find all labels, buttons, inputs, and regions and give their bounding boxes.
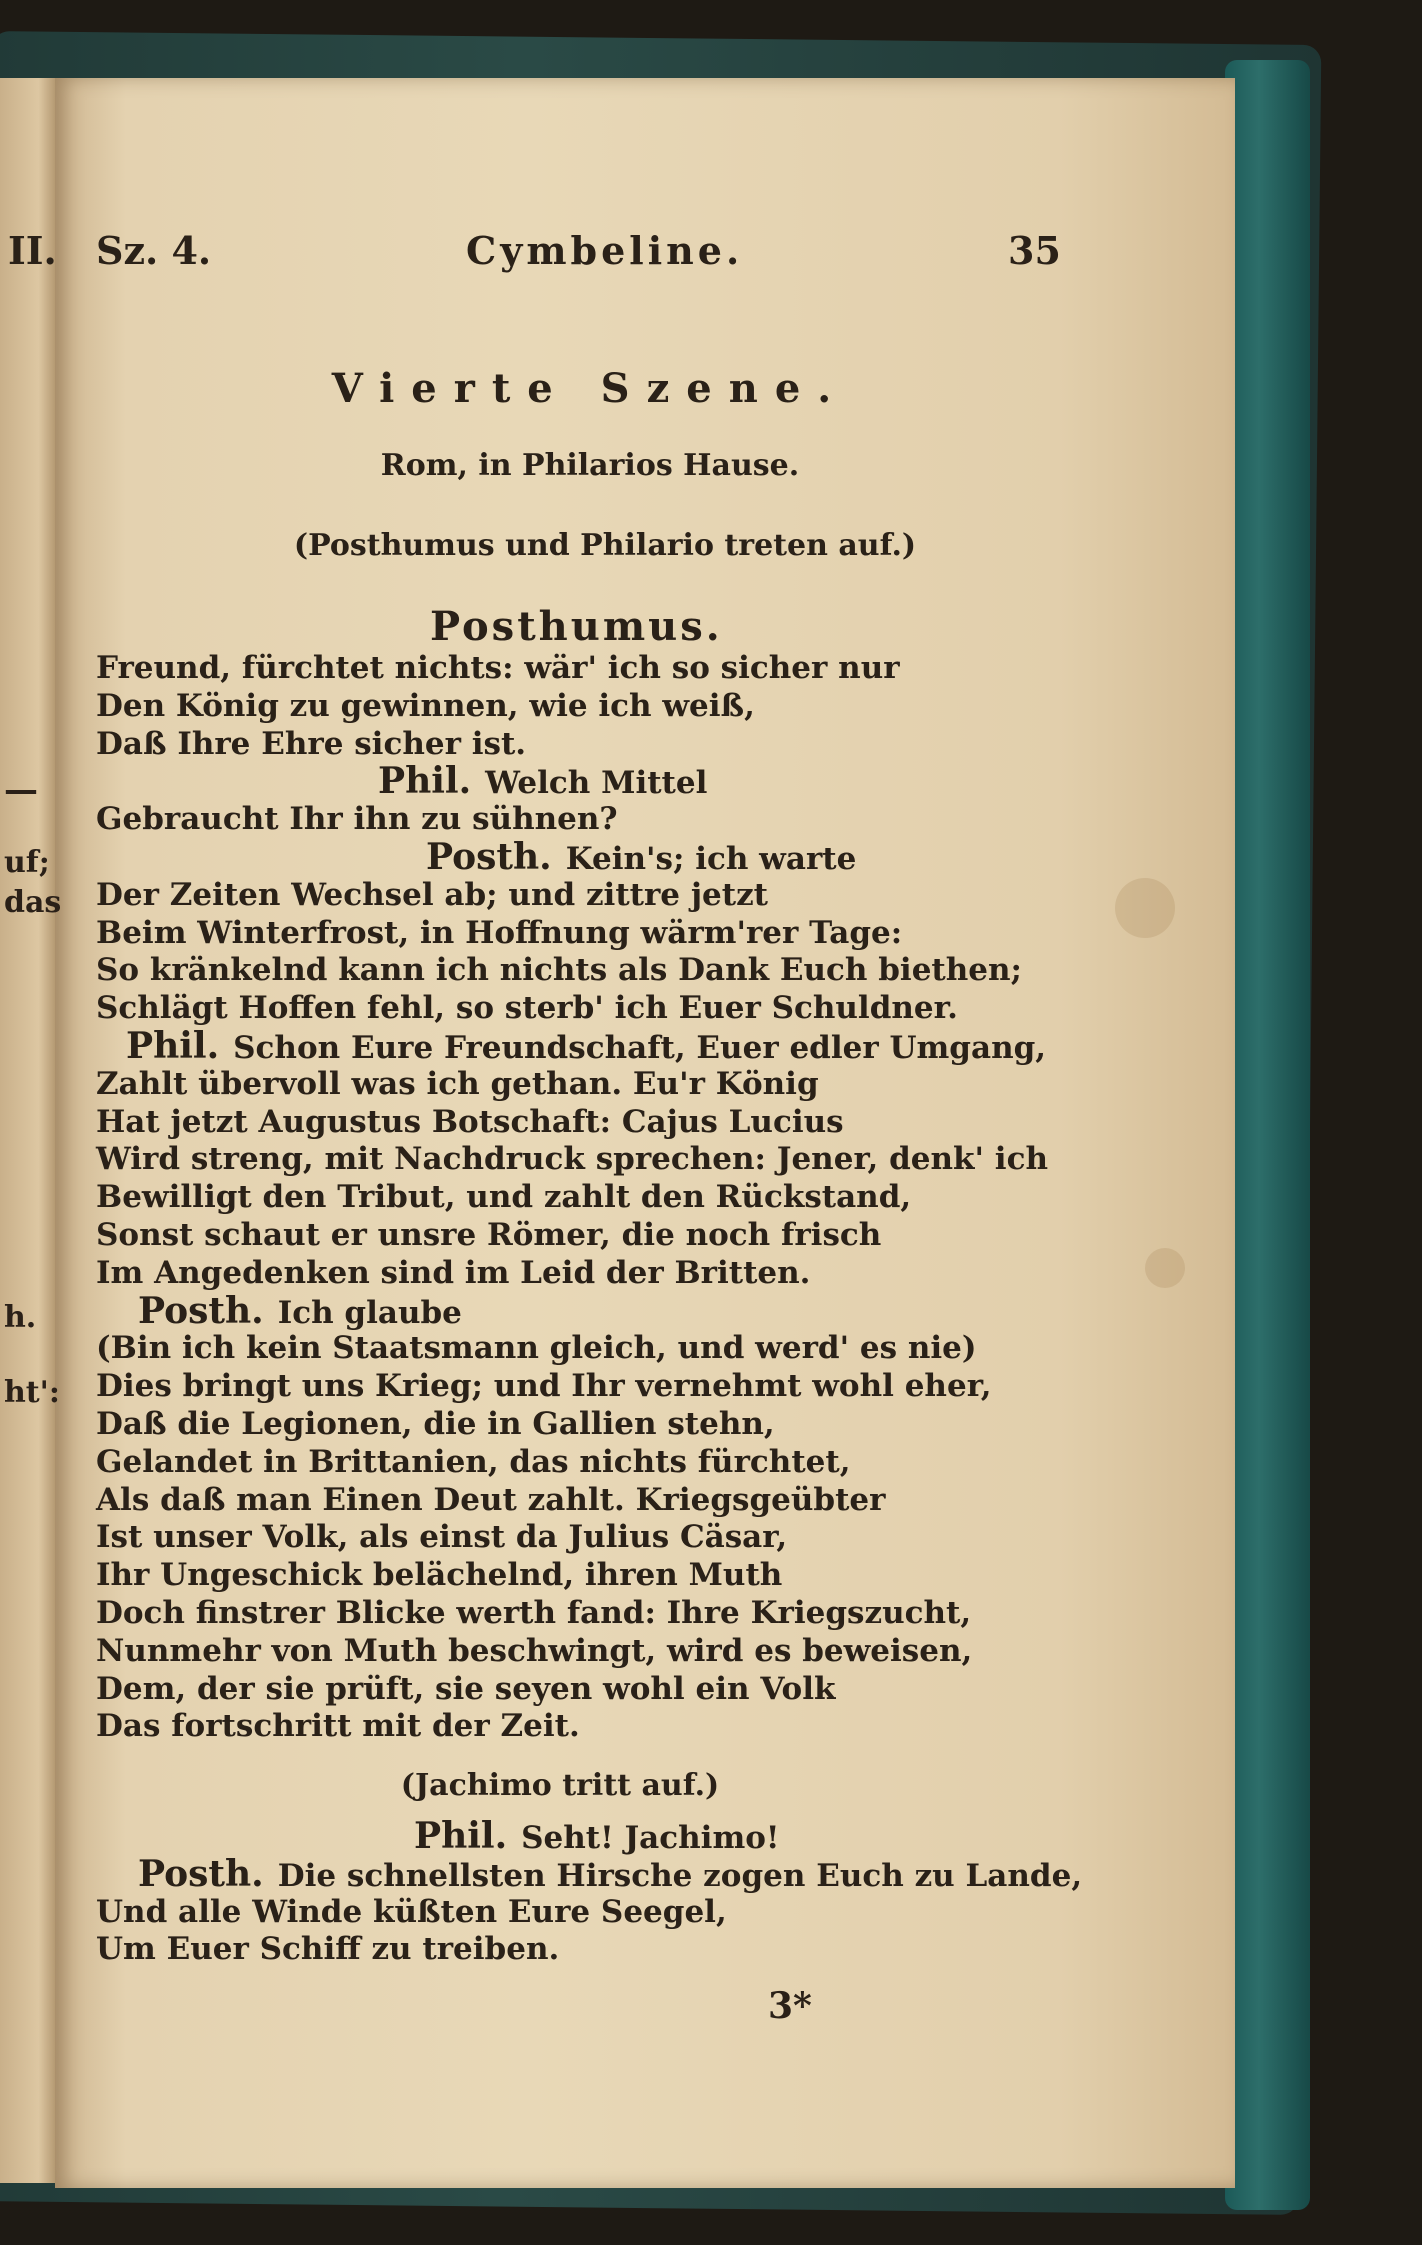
- verse-line: [96, 1519, 1146, 1557]
- verse-line: [96, 1708, 1146, 1746]
- verse-line: [96, 1179, 1146, 1217]
- speaker-name: Phil.: [414, 1815, 508, 1857]
- verse-line: [96, 1217, 1146, 1255]
- margin-fragment: das: [4, 885, 62, 920]
- verse-text: Zahlt übervoll was ich gethan. Eu'r König: [96, 1065, 819, 1102]
- margin-fragment: uf;: [4, 845, 50, 880]
- verse-line: [96, 1671, 1146, 1709]
- verse-line: [96, 1406, 1146, 1444]
- catchword: 3*: [768, 1985, 812, 2027]
- verse-line: [96, 1931, 1146, 1969]
- verse-line: [96, 760, 1146, 803]
- verse-text: Ich glaube: [277, 1294, 462, 1331]
- verse-text: Bewilligt den Tribut, und zahlt den Rückstand,: [96, 1179, 912, 1216]
- speaker-heading: Posthumus.: [430, 603, 723, 650]
- verse-text: Sonst schaut er unsre Römer, die noch frisch: [96, 1216, 882, 1253]
- running-title: Cymbeline.: [466, 228, 744, 273]
- verse-line: [96, 915, 1146, 953]
- stage-direction: (Jachimo tritt auf.): [400, 1768, 720, 1803]
- verse-line: [96, 1104, 1146, 1142]
- verse-text: Daß Ihre Ehre sicher ist.: [96, 725, 527, 762]
- verse-text: Nunmehr von Muth beschwingt, wird es beweisen,: [96, 1632, 973, 1669]
- verse-line: [96, 990, 1146, 1028]
- verse-line: [96, 1595, 1146, 1633]
- verse-line: [96, 688, 1146, 726]
- verse-text: Freund, fürchtet nichts: wär' ich so sicher nur: [96, 650, 900, 686]
- verse-text: Kein's; ich warte: [565, 840, 857, 877]
- verse-text: Gebraucht Ihr ihn zu sühnen?: [96, 801, 618, 838]
- verse-text: (Bin ich kein Staatsmann gleich, und werd' es nie): [96, 1330, 977, 1367]
- verse-line: [96, 1852, 1146, 1895]
- verse-line: [96, 952, 1146, 990]
- verse-text: Beim Winterfrost, in Hoffnung wärm'rer Tage:: [96, 914, 903, 951]
- verse-text: Das fortschritt mit der Zeit.: [96, 1708, 580, 1745]
- verse-text: Schlägt Hoffen fehl, so sterb' ich Euer Schuldner.: [96, 990, 958, 1027]
- verse-text: Dem, der sie prüft, sie seyen wohl ein Volk: [96, 1670, 836, 1707]
- margin-fragment: ht':: [4, 1375, 60, 1410]
- verse-line: [96, 1066, 1146, 1104]
- verse-text: So kränkelnd kann ich nichts als Dank Euch biethen;: [96, 952, 1022, 989]
- verse-block: [96, 1815, 1146, 1969]
- verse-text: Doch finstrer Blicke werth fand: Ihre Kriegszucht,: [96, 1594, 972, 1631]
- verse-text: Und alle Winde küßten Eure Seegel,: [96, 1893, 727, 1930]
- verse-text: Wird streng, mit Nachdruck sprechen: Jener, denk' ich: [96, 1141, 1048, 1178]
- verse-line: [96, 650, 1146, 688]
- verse-line: [96, 726, 1146, 764]
- speaker-name: Posth.: [138, 1852, 264, 1895]
- verse-text: Welch Mittel: [485, 765, 708, 802]
- verse-text: Daß die Legionen, die in Gallien stehn,: [96, 1405, 775, 1442]
- verse-line: [96, 1024, 1146, 1067]
- verse-text: Der Zeiten Wechsel ab; und zittre jetzt: [96, 876, 768, 913]
- verse-line: [96, 801, 1146, 839]
- verse-text: Schon Eure Freundschaft, Euer edler Umgang,: [233, 1029, 1047, 1066]
- verse-text: Als daß man Einen Deut zahlt. Kriegsgeübter: [96, 1481, 886, 1518]
- verse-line: [96, 1482, 1146, 1520]
- verse-line: [96, 1557, 1146, 1595]
- page-number: 35: [1008, 228, 1061, 273]
- margin-fragment: —: [4, 770, 38, 810]
- verse-line: [96, 1894, 1146, 1932]
- verse-block: [96, 650, 1146, 1746]
- verse-text: Um Euer Schiff zu treiben.: [96, 1931, 560, 1968]
- scene-label: Sz. 4.: [96, 228, 212, 273]
- stage-direction: (Posthumus und Philario treten auf.): [293, 528, 917, 563]
- verse-text: Die schnellsten Hirsche zogen Euch zu Lande,: [277, 1857, 1083, 1894]
- verse-text: Seht! Jachimo!: [521, 1820, 780, 1856]
- verse-line: [96, 1368, 1146, 1406]
- verse-line: [96, 1255, 1146, 1293]
- verse-line: [96, 1141, 1146, 1179]
- verse-line: [96, 1289, 1146, 1332]
- margin-fragment: h.: [4, 1300, 37, 1335]
- act-label: II.: [8, 228, 57, 273]
- verse-text: Hat jetzt Augustus Botschaft: Cajus Lucius: [96, 1103, 844, 1140]
- verse-text: Ihr Ungeschick belächelnd, ihren Muth: [96, 1557, 783, 1594]
- verse-text: Gelandet in Brittanien, das nichts fürchtet,: [96, 1443, 851, 1480]
- speaker-name: Phil.: [378, 760, 472, 803]
- verse-line: [96, 877, 1146, 915]
- scene-location: Rom, in Philarios Hause.: [380, 448, 800, 483]
- speaker-name: Posth.: [426, 835, 552, 878]
- verse-text: Im Angedenken sind im Leid der Britten.: [96, 1254, 811, 1291]
- verse-line: [96, 1444, 1146, 1482]
- verse-text: Ist unser Volk, als einst da Julius Cäsar,: [96, 1519, 788, 1556]
- speaker-name: Posth.: [138, 1289, 264, 1332]
- speaker-name: Phil.: [126, 1024, 220, 1067]
- verse-text: Dies bringt uns Krieg; und Ihr vernehmt wohl eher,: [96, 1368, 992, 1405]
- verse-line: [96, 1330, 1146, 1368]
- verse-line: [96, 1815, 1146, 1857]
- running-header: [96, 228, 211, 273]
- scene-title: Vierte Szene.: [331, 365, 849, 412]
- verse-line: [96, 835, 1146, 878]
- verse-text: Den König zu gewinnen, wie ich weiß,: [96, 687, 755, 724]
- verse-line: [96, 1633, 1146, 1671]
